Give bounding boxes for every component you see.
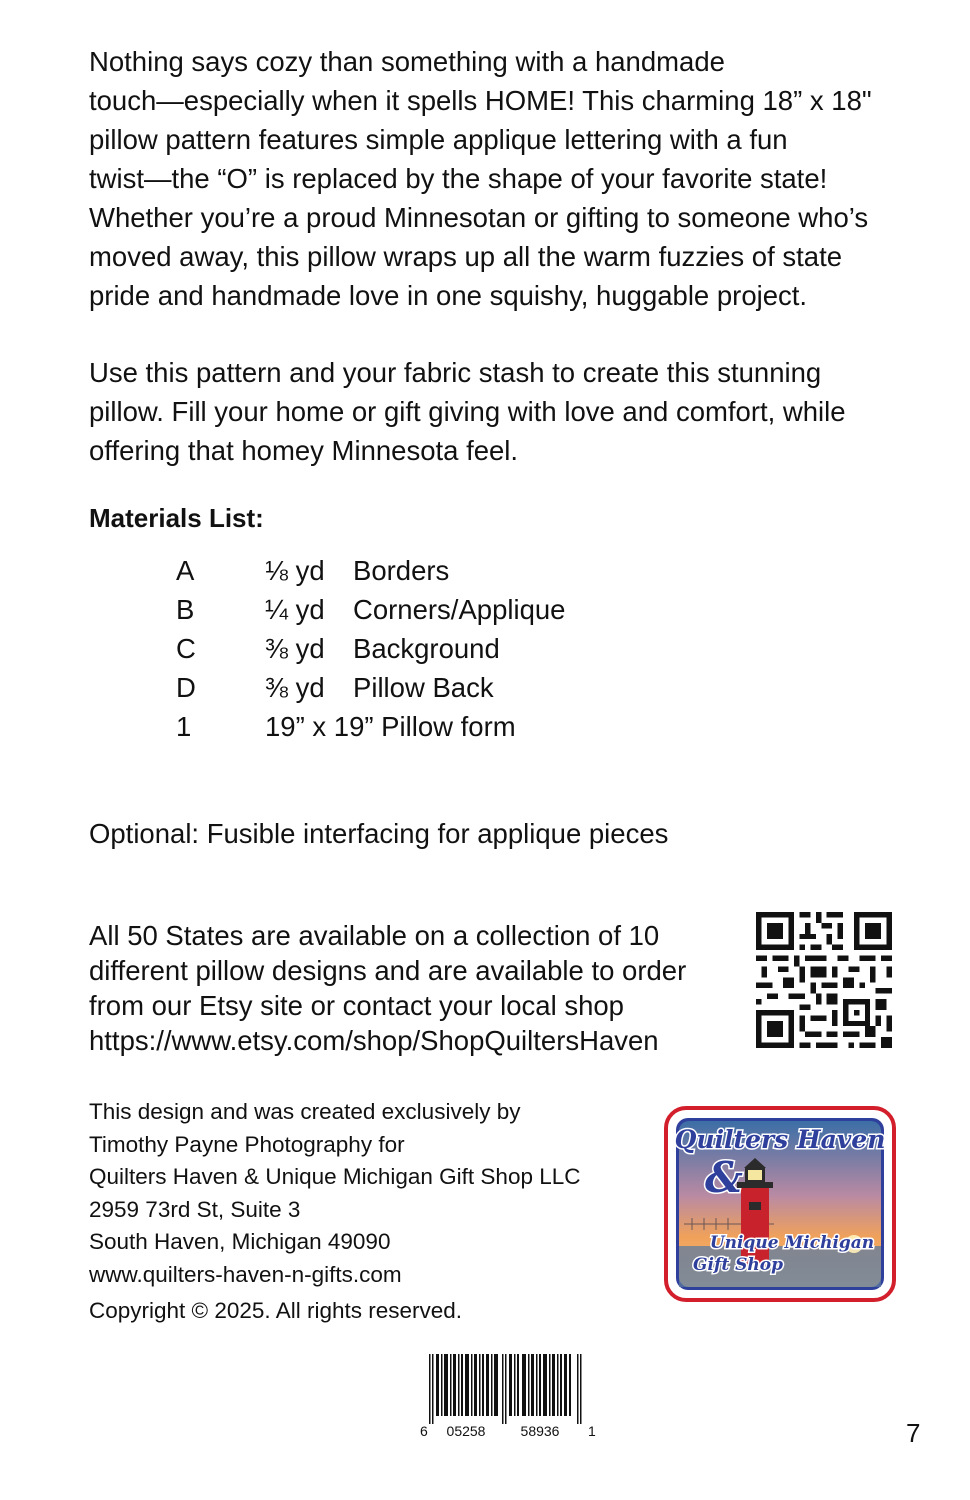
barcode-digit: 6 [420, 1423, 428, 1439]
logo-title: Quilters Haven [674, 1125, 886, 1154]
materials-list [0, 551, 970, 751]
logo-subtitle: Gift Shop [693, 1255, 783, 1275]
optional-note: Optional: Fusible interfacing for applique pieces [89, 818, 669, 849]
intro-line: moved away, this pillow wraps up all the warm fuzzies of state [89, 241, 843, 272]
copyright-text: Copyright © 2025. All rights reserved. [89, 1298, 463, 1323]
credits-line: Quilters Haven & Unique Michigan Gift Shop LLC [89, 1164, 581, 1189]
material-amount: ⅜ yd [265, 633, 325, 664]
intro-line: pride and handmade love in one squishy, huggable project. [89, 280, 808, 311]
intro-line: Whether you’re a proud Minnesotan or gifting to someone who’s [89, 202, 869, 233]
usage-paragraph [89, 353, 939, 470]
materials-heading: Materials List: [89, 503, 264, 533]
material-code: A [176, 555, 195, 586]
material-code: C [176, 633, 196, 664]
intro-line: pillow pattern features simple applique lettering with a fun [89, 124, 788, 155]
states-line: from our Etsy site or contact your local shop [89, 990, 624, 1021]
material-code: 1 [176, 711, 192, 742]
quilters-haven-logo [664, 1106, 896, 1302]
material-amount: 19” x 19” Pillow form [265, 711, 516, 742]
material-description: Pillow Back [353, 672, 494, 703]
usage-line: pillow. Fill your home or gift giving with love and comfort, while [89, 396, 846, 427]
website-link[interactable]: www.quilters-haven-n-gifts.com [89, 1261, 402, 1287]
credits-line: 2959 73rd St, Suite 3 [89, 1196, 301, 1222]
usage-line: offering that homey Minnesota feel. [89, 435, 519, 466]
material-description: Background [353, 633, 500, 664]
qr-code-icon[interactable] [756, 912, 892, 1048]
states-line: All 50 States are available on a collection of 10 [89, 920, 660, 951]
intro-line: touch—especially when it spells HOME! This charming 18” x 18" [89, 85, 872, 116]
page-number: 7 [906, 1418, 921, 1448]
states-paragraph [89, 918, 749, 1058]
usage-line: Use this pattern and your fabric stash to create this stunning [89, 357, 822, 388]
credits-line: South Haven, Michigan 49090 [89, 1229, 391, 1254]
states-line: different pillow designs and are available to order [89, 955, 687, 986]
barcode-digits: 58936 [520, 1423, 560, 1439]
credits-block [89, 1096, 581, 1291]
intro-line: Nothing says cozy than something with a handmade [89, 46, 725, 77]
barcode-icon [414, 1354, 598, 1440]
credits-line: Timothy Payne Photography for [89, 1131, 405, 1157]
material-amount: ⅛ yd [265, 555, 325, 586]
material-description: Borders [353, 555, 450, 586]
etsy-link[interactable]: https://www.etsy.com/shop/ShopQuiltersHaven [89, 1025, 659, 1056]
material-amount: ⅜ yd [265, 672, 325, 703]
barcode-digits: 05258 [446, 1423, 486, 1439]
logo-subtitle: Unique Michigan [709, 1233, 875, 1253]
intro-paragraph [89, 42, 939, 315]
material-amount: ¼ yd [265, 594, 325, 625]
material-code: D [176, 672, 196, 703]
barcode-digit: 1 [588, 1423, 596, 1439]
credits-line: This design and was created exclusively by [89, 1099, 521, 1124]
material-code: B [176, 594, 195, 625]
logo-ampersand: & [705, 1153, 743, 1202]
material-description: Corners/Applique [353, 594, 566, 625]
intro-line: twist—the “O” is replaced by the shape of your favorite state! [89, 163, 828, 194]
